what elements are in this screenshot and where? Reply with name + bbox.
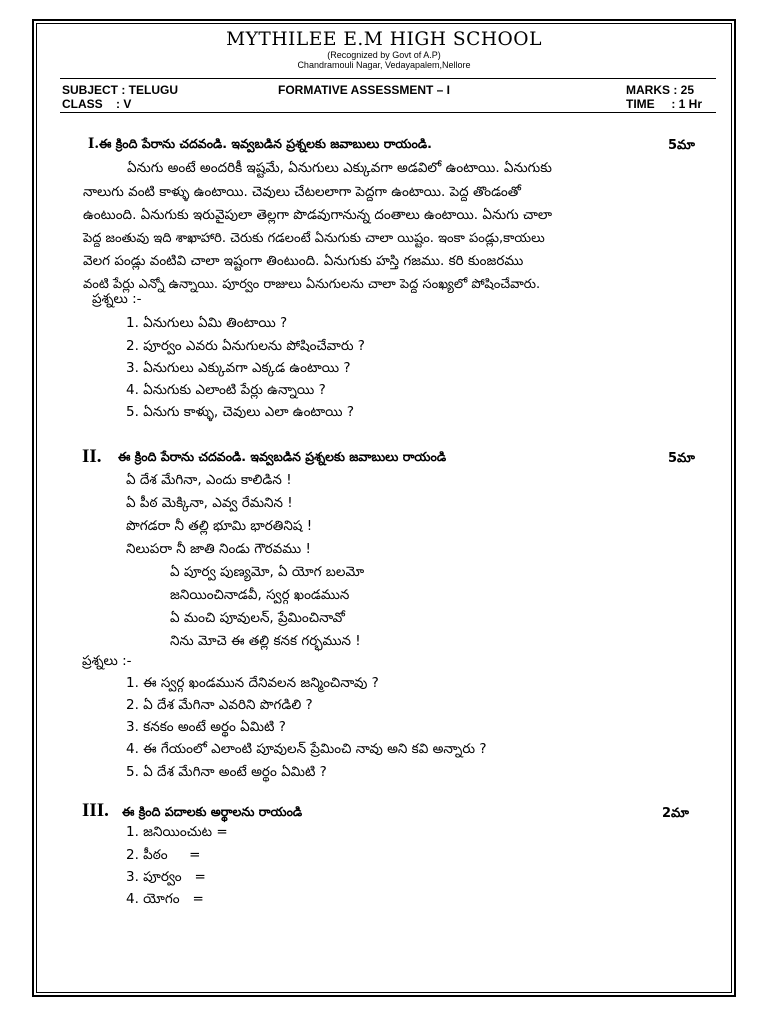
poem-line: ఏ మంచి పూవులన్, ప్రేమించినావో [170, 610, 345, 626]
question-item: 5. ఏ దేశ మేగినా అంటే అర్థం ఏమిటి ? [126, 764, 327, 780]
question-item: 2. పూర్వం ఎవరు ఏనుగులను పోషించేవారు ? [126, 338, 365, 354]
question-item: 1. ఏనుగులు ఏమి తింటాయి ? [126, 315, 288, 331]
poem-line: నిలుపరా నీ జాతి నిండు గౌరవము ! [126, 541, 311, 557]
question-item: 5. ఏనుగు కాళ్ళు, చెవులు ఎలా ఉంటాయి ? [126, 404, 354, 420]
section3-instruction: ఈ క్రింది పదాలకు అర్థాలను రాయండి [122, 804, 303, 819]
time-label: TIME : 1 Hr [626, 97, 703, 111]
question-item: 3. కనకం అంటే అర్థం ఏమిటి ? [126, 719, 286, 735]
section2-numeral: II. [82, 446, 102, 467]
poem-line: జనియించినాడవీ, స్వర్గ ఖండమున [170, 587, 350, 603]
paragraph-line: వెలగ పండ్లు వంటివి చాలా ఇష్టంగా తింటుంది. ఏనుగుకు హస్తి గజము. కరి కుంజరము [83, 253, 524, 269]
section3-numeral: III. [82, 800, 109, 821]
section3-marks: 2మా [662, 806, 689, 821]
section2-marks: 5మా [668, 451, 695, 466]
subject-label: SUBJECT : TELUGU [62, 83, 179, 97]
exam-title: FORMATIVE ASSESSMENT – I [278, 83, 451, 97]
section2-questions-label: ప్రశ్నలు :- [82, 653, 132, 669]
paragraph-line: ఏనుగు అంటే అందరికీ ఇష్టమే, ఏనుగులు ఎక్కువగా అడవిలో ఉంటాయి. ఏనుగుకు [127, 160, 552, 176]
question-item: 4. ఏనుగుకు ఎలాంటి పేర్లు ఉన్నాయి ? [126, 382, 326, 398]
poem-line: ఏ దేశ మేగినా, ఎందు కాలిడిన ! [126, 472, 292, 488]
section1-instruction: ఈ క్రింది పేరాను చదవండి. ఇవ్వబడిన ప్రశ్నలకు జవాబులు రాయండి. [99, 136, 432, 151]
paragraph-line: నాలుగు వంటి కాళ్ళు ఉంటాయి. చెవులు చేటలలాగా పెద్దగా ఉంటాయి. పెద్ద తొండంతో [83, 184, 521, 200]
poem-line: ఏ పూర్వ పుణ్యమో, ఏ యోగ బలమో [170, 564, 365, 580]
school-name: MYTHILEE E.M HIGH SCHOOL [226, 28, 542, 50]
header-rule-top [60, 78, 716, 79]
poem-line: ఏ పీఠ మెక్కినా, ఎవ్వ రేమనిన ! [126, 495, 293, 511]
recognition-line: (Recognized by Govt of A.P) [327, 50, 441, 60]
question-item: 4. ఈ గేయంలో ఎలాంటి పూవులన్ ప్రేమించి నావు అని కవి అన్నారు ? [126, 741, 487, 757]
question-item: 2. ఏ దేశ మేగినా ఎవరిని పొగడిలి ? [126, 697, 313, 713]
paragraph-line: వంటి పేర్లు ఎన్నో ఉన్నాయి. పూర్వం రాజులు ఏనుగులను చాలా పెద్ద సంఖ్యలో పోషించేవారు. [83, 277, 541, 292]
marks-label: MARKS : 25 [626, 83, 695, 97]
class-label: CLASS : V [62, 97, 132, 111]
paragraph-line: ఉంటుంది. ఏనుగుకు ఇరువైపులా తెల్లగా పొడవుగానున్న దంతాలు ఉంటాయి. ఏనుగు చాలా [83, 207, 552, 223]
poem-line: పొగడరా నీ తల్లి భూమి భారతినిష ! [126, 518, 313, 534]
word-meaning-item: 1. జనియించుట = [126, 824, 228, 840]
word-meaning-item: 3. పూర్వం = [126, 869, 206, 885]
header-rule-bottom [60, 112, 716, 113]
word-meaning-item: 4. యోగం = [126, 891, 204, 907]
question-item: 3. ఏనుగులు ఎక్కువగా ఎక్కడ ఉంటాయి ? [126, 360, 351, 376]
section2-instruction: ఈ క్రింది పేరాను చదవండి. ఇవ్వబడిన ప్రశ్నలకు జవాబులు రాయండి [118, 449, 447, 464]
section1-questions-label: ప్రశ్నలు :- [92, 291, 142, 307]
section1-numeral: I. [88, 136, 100, 152]
paragraph-line: పెద్ద జంతువు ఇది శాఖాహారి. చెరుకు గడలంటే ఏనుగుకు చాలా యిష్టం. ఇంకా పండ్లు,కాయలు [83, 231, 545, 246]
word-meaning-item: 2. పీఠం = [126, 847, 201, 863]
question-item: 1. ఈ స్వర్గ ఖండమున దేనివలన జన్మించినావు ? [126, 675, 379, 691]
address-line: Chandramouli Nagar, Vedayapalem,Nellore [297, 60, 471, 70]
poem-line: నిను మోచె ఈ తల్లి కనక గర్భమున ! [170, 633, 361, 649]
section1-marks: 5మా [668, 138, 695, 153]
